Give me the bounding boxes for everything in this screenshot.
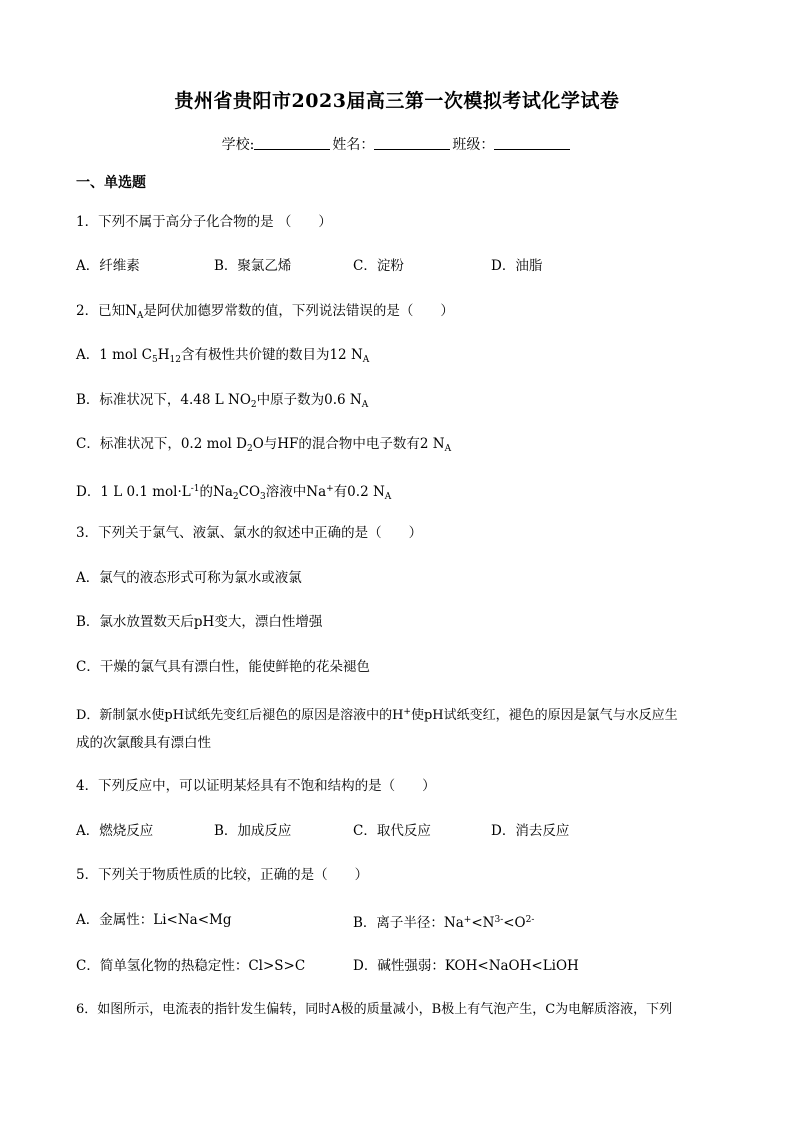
q5-stem: 5．下列关于物质性质的比较，正确的是（ ） — [76, 867, 369, 883]
q5-option-b: B．离子半径：$Na^+<N^{3-}<O^{2-}$ — [353, 915, 535, 931]
q3-option-d: D．新制氯水使pH试纸先变红后褪色的原因是溶液中的H+使pH试纸变红，褪色的原因是氯气与水反应生 — [76, 707, 678, 723]
q1-stem: 1．下列不属于高分子化合物的是 （ ） — [76, 214, 332, 230]
q3-option-d-continued: 成的次氯酸具有漂白性 — [76, 735, 211, 751]
section-heading: 一、单选题 — [76, 175, 146, 191]
q2-stem: 2．已知$N_A$是阿伏加德罗常数的值，下列说法错误的是（ ） — [76, 303, 454, 321]
q3-stem: 3．下列关于氯气、液氯、氯水的叙述中正确的是（ ） — [76, 525, 423, 541]
q6-stem: 6．如图所示，电流表的指针发生偏转，同时A极的质量减小，B极上有气泡产生，C为电解质溶液，下列 — [76, 1002, 673, 1017]
school-blank[interactable] — [254, 137, 330, 150]
name-label: 姓名： — [332, 137, 375, 153]
name-blank[interactable] — [374, 137, 450, 150]
school-label: 学校: — [221, 137, 255, 153]
q4-option-b: B．加成反应 — [214, 823, 292, 839]
q3-option-b: B．氯水放置数天后pH变大，漂白性增强 — [76, 614, 323, 630]
q2-option-c: C．标准状况下，0.2 mol $D_2O$与HF的混合物中电子数有2 $N_A$ — [76, 436, 452, 454]
q5-option-d: D．碱性强弱：KOH<NaOH<LiOH — [353, 958, 579, 974]
q1-option-d: D．油脂 — [491, 258, 543, 274]
q4-option-a: A．燃烧反应 — [76, 823, 154, 839]
q2-option-b: B．标准状况下，4.48 L $NO_2$中原子数为0.6 $N_A$ — [76, 392, 369, 410]
q5-option-a: A．金属性：Li<Na<Mg — [76, 912, 232, 928]
q3-option-a: A．氯气的液态形式可称为氯水或液氯 — [76, 570, 302, 586]
q4-stem: 4．下列反应中，可以证明某烃具有不饱和结构的是（ ） — [76, 778, 436, 794]
q2-option-a: A．1 mol $C_5H_{12}$含有极性共价键的数目为12 $N_A$ — [76, 347, 370, 365]
q5-option-c: C．简单氢化物的热稳定性：Cl>S>C — [76, 958, 306, 974]
q1-option-c: C．淀粉 — [353, 258, 404, 274]
q2-option-d: D．1 L 0.1 $mol\cdot L^{-1}$的$Na_2CO_3$溶液中Na+有0.2 $N_A$ — [76, 484, 392, 502]
q1-option-b: B．聚氯乙烯 — [214, 258, 292, 274]
student-info — [0, 134, 794, 154]
exam-title: 贵州省贵阳市2023届高三第一次模拟考试化学试卷 — [174, 90, 620, 112]
q4-option-c: C．取代反应 — [353, 823, 431, 839]
q3-option-c: C．干燥的氯气具有漂白性，能使鲜艳的花朵褪色 — [76, 659, 370, 675]
q4-option-d: D．消去反应 — [491, 823, 570, 839]
class-label: 班级： — [452, 137, 495, 153]
class-blank[interactable] — [494, 137, 570, 150]
q1-option-a: A．纤维素 — [76, 258, 140, 274]
